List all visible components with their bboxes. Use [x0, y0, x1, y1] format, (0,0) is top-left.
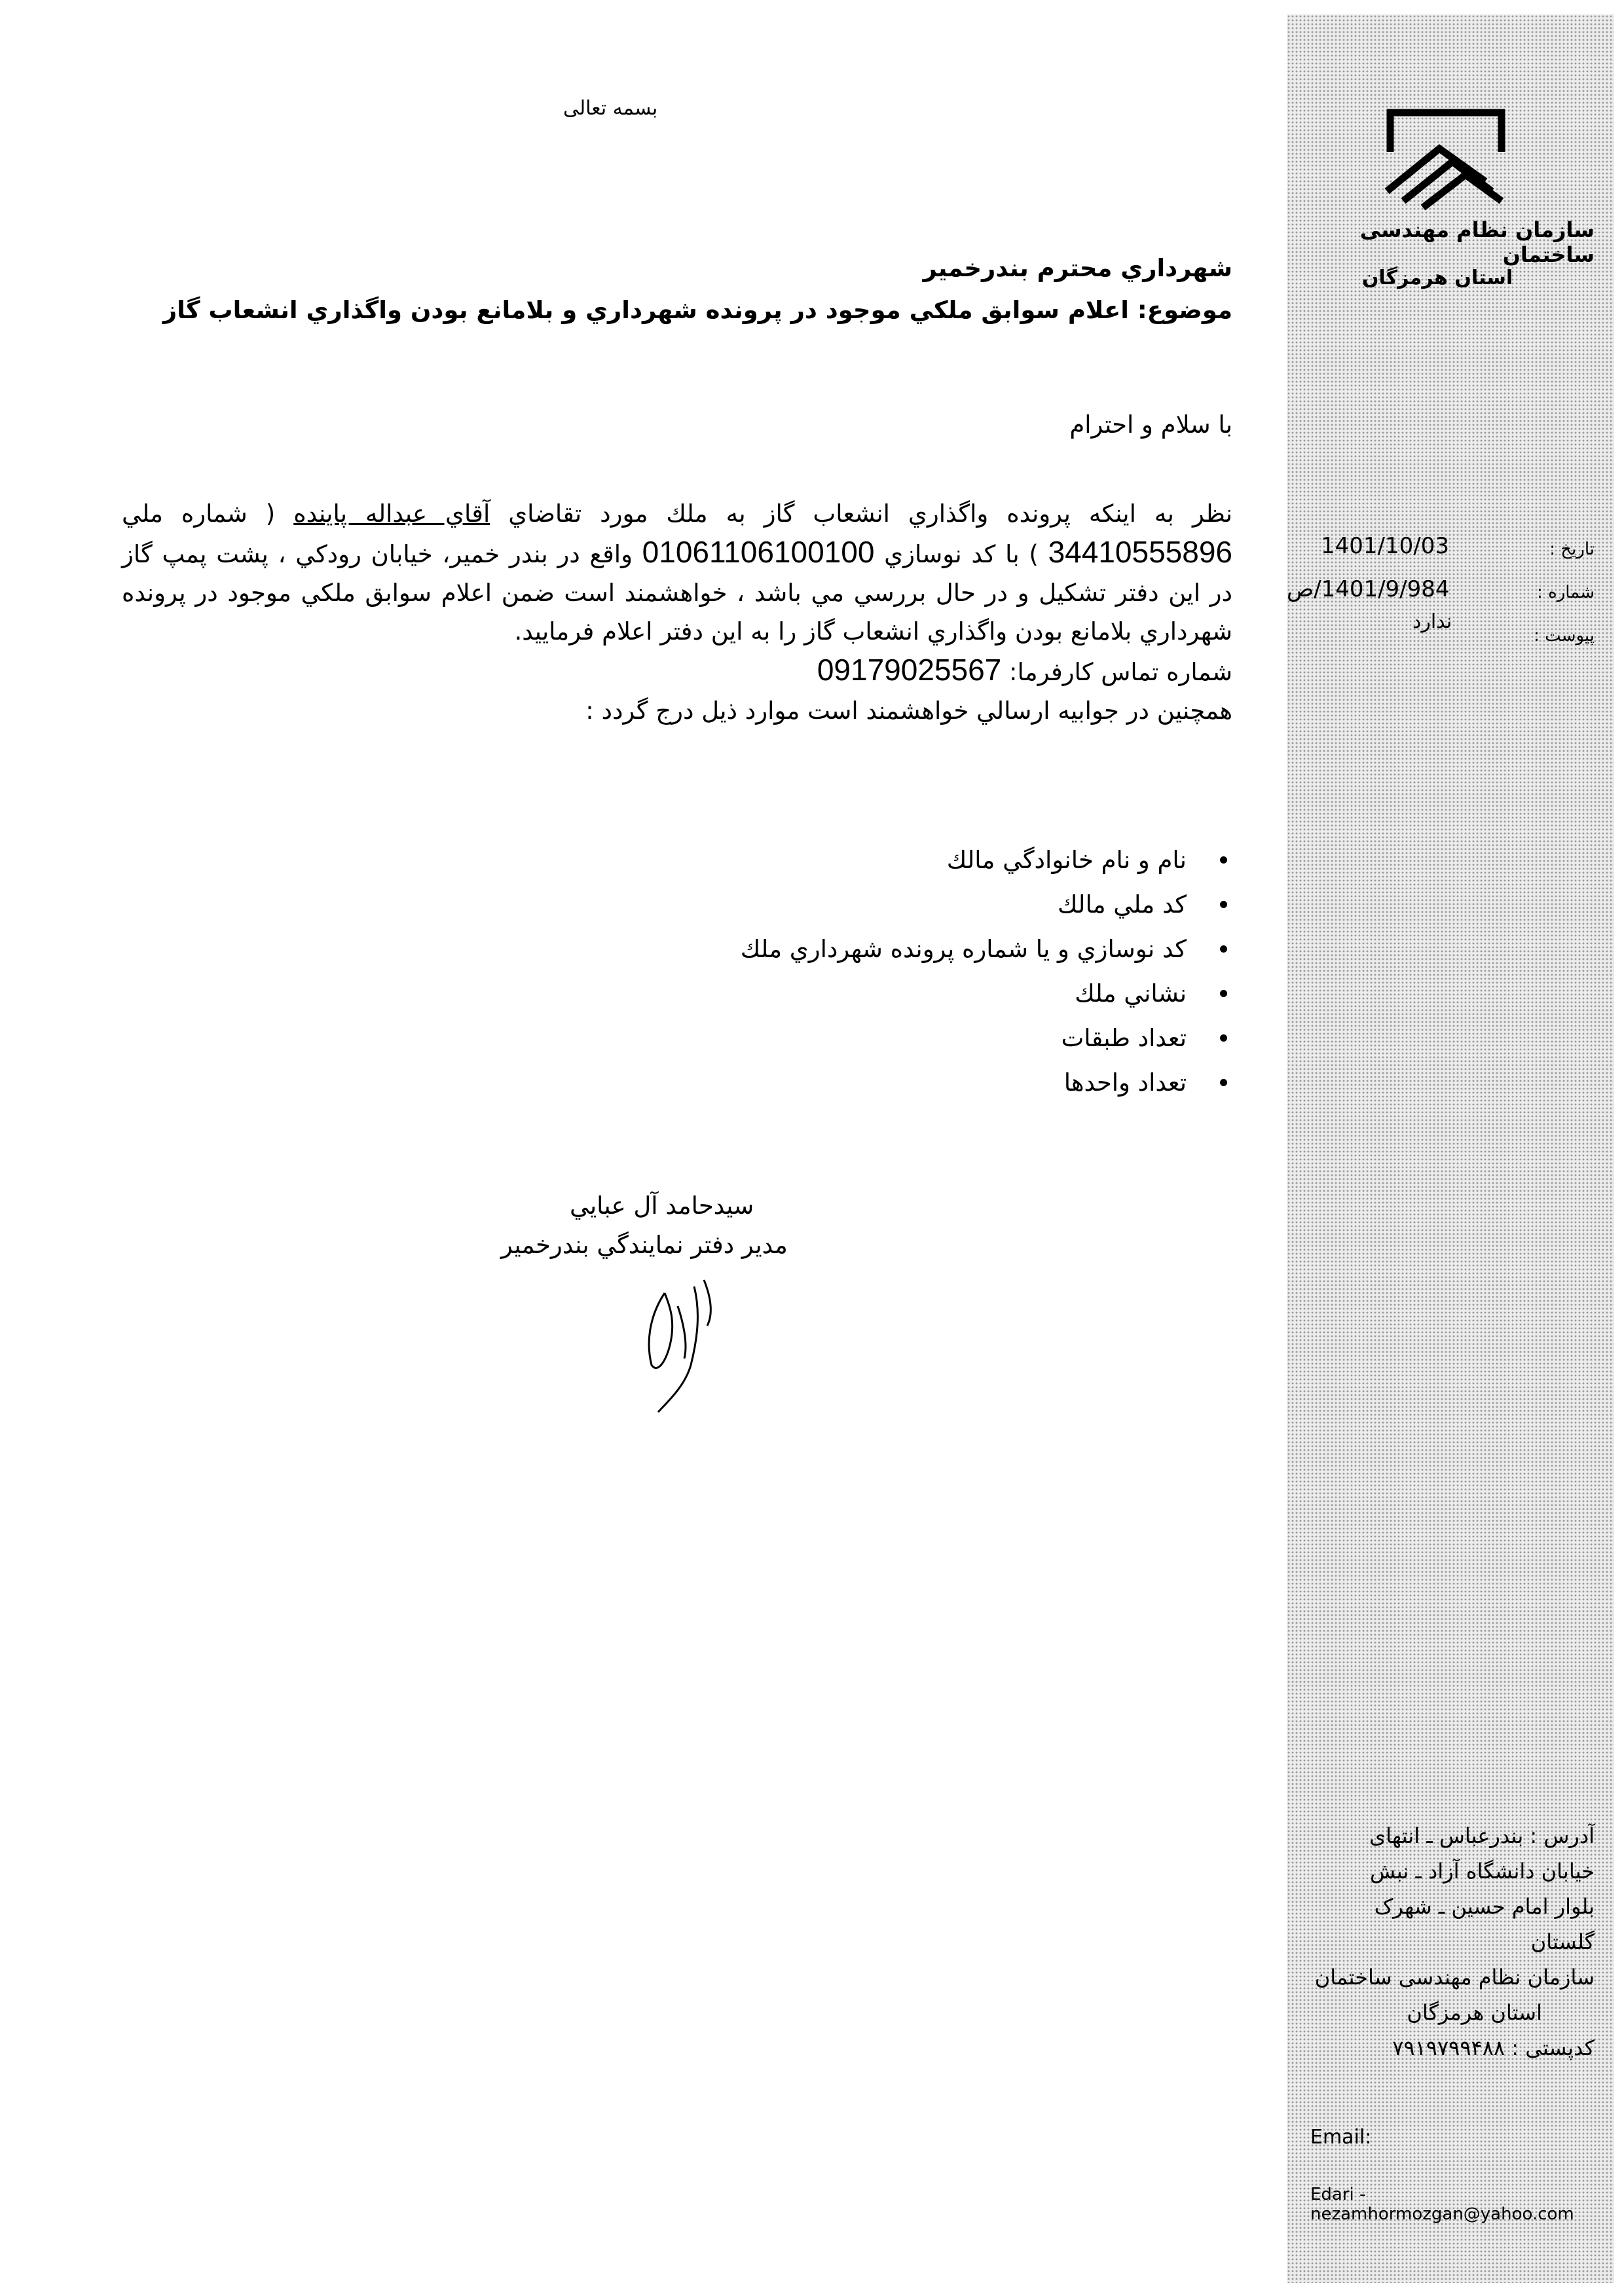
request-line: همچنين در جوابيه ارسالي خواهشمند است موارد ذيل درج گردد : — [585, 697, 1232, 725]
list-item-text: تعداد طبقات — [1061, 1024, 1187, 1052]
list-item-text: تعداد واحدها — [1063, 1068, 1187, 1097]
list-item — [447, 972, 1232, 1016]
required-items-list — [447, 838, 1232, 1105]
date-value: 1401/10/03 — [1321, 533, 1449, 559]
contact-label: شماره تماس كارفرما: — [1001, 658, 1232, 686]
number-label: شماره : — [1537, 583, 1595, 602]
list-item — [447, 927, 1232, 972]
address-line: گلستان — [1530, 1929, 1595, 1954]
list-item-text: نام و نام خانوادگي مالك — [946, 846, 1187, 874]
list-item — [447, 1061, 1232, 1105]
paragraph-text: ( شماره ملي — [122, 500, 294, 528]
recipient: شهرداري محترم بندرخمير — [923, 254, 1232, 282]
email-label: Email: — [1310, 2126, 1372, 2149]
date-label: تاریخ : — [1549, 539, 1595, 559]
letterhead-sidebar — [1287, 14, 1614, 2283]
engineering-organization-logo — [1371, 100, 1521, 211]
bullet-icon — [1220, 1034, 1227, 1042]
bullet-icon — [1220, 990, 1227, 997]
number-value: 1401/9/984/ص — [1287, 576, 1450, 602]
bullet-icon — [1220, 1079, 1227, 1086]
bullet-icon — [1220, 945, 1227, 953]
postal-code: کدپستی : ۷۹۱۹۷۹۹۴۸۸ — [1392, 2035, 1595, 2060]
contact-phone: 09179025567 — [817, 653, 1002, 687]
subject-line: موضوع: اعلام سوابق ملكي موجود در پرونده شهرداري و بلامانع بودن واگذاري انشعاب گاز — [162, 296, 1232, 324]
greeting: با سلام و احترام — [1069, 410, 1232, 439]
national-id: 34410555896 — [1048, 535, 1232, 569]
address-line: استان هرمزگان — [1407, 2000, 1542, 2025]
basmala: بسمه تعالی — [563, 97, 658, 120]
letter-body — [122, 494, 1232, 730]
email-address: Edari - nezamhormozgan@yahoo.com — [1310, 2185, 1574, 2224]
address-line: سازمان نظام مهندسی ساختمان — [1314, 1965, 1595, 1990]
handwritten-signature — [638, 1267, 730, 1414]
signer-name: سيدحامد آل عبايي — [570, 1192, 754, 1220]
address-line: بلوار امام حسین ـ شهرک — [1374, 1894, 1595, 1919]
list-item-text: كد ملي مالك — [1057, 890, 1187, 919]
list-item — [447, 838, 1232, 883]
attachment-label: پیوست : — [1534, 626, 1595, 646]
address-line: خیابان دانشگاه آزاد ـ نبش — [1369, 1859, 1595, 1884]
renovation-code: 01061106100100 — [642, 535, 875, 569]
list-item — [447, 1016, 1232, 1061]
applicant-name: آقاي عبداله پاينده — [293, 500, 490, 528]
organization-name: سازمان نظام مهندسی ساختمان — [1359, 217, 1595, 267]
attachment-value: ندارد — [1412, 610, 1452, 633]
list-item — [447, 883, 1232, 927]
contact-line — [122, 651, 1232, 691]
address-line: آدرس : بندرعباس ـ انتهای — [1369, 1823, 1595, 1848]
address-block — [1306, 1818, 1595, 2066]
bullet-icon — [1220, 856, 1227, 864]
signer-title: مدير دفتر نمايندگي بندرخمير — [501, 1231, 788, 1259]
bullet-icon — [1220, 901, 1227, 908]
list-item-text: نشاني ملك — [1075, 979, 1187, 1008]
organization-province: استان هرمزگان — [1361, 266, 1513, 289]
paragraph-text: ) با كد نوسازي — [874, 540, 1048, 568]
list-item-text: كد نوسازي و يا شماره پرونده شهرداري ملك — [740, 935, 1187, 963]
paragraph-text: واقع در بندر خمير، خيابان رودكي ، پشت پمپ گاز در اين دفتر تشكيل و در حال بررسي مي باشد ، خواهشمند است ضمن اعلام سوابق ملكي موجود در پرونده شهرداري بلامانع بودن واگذاري انشعاب گاز را به اين دفتر اعلام فرماييد. — [122, 540, 1232, 646]
paragraph-text: نظر به اينكه پرونده واگذاري انشعاب گاز به ملك مورد تقاضاي — [490, 500, 1233, 528]
